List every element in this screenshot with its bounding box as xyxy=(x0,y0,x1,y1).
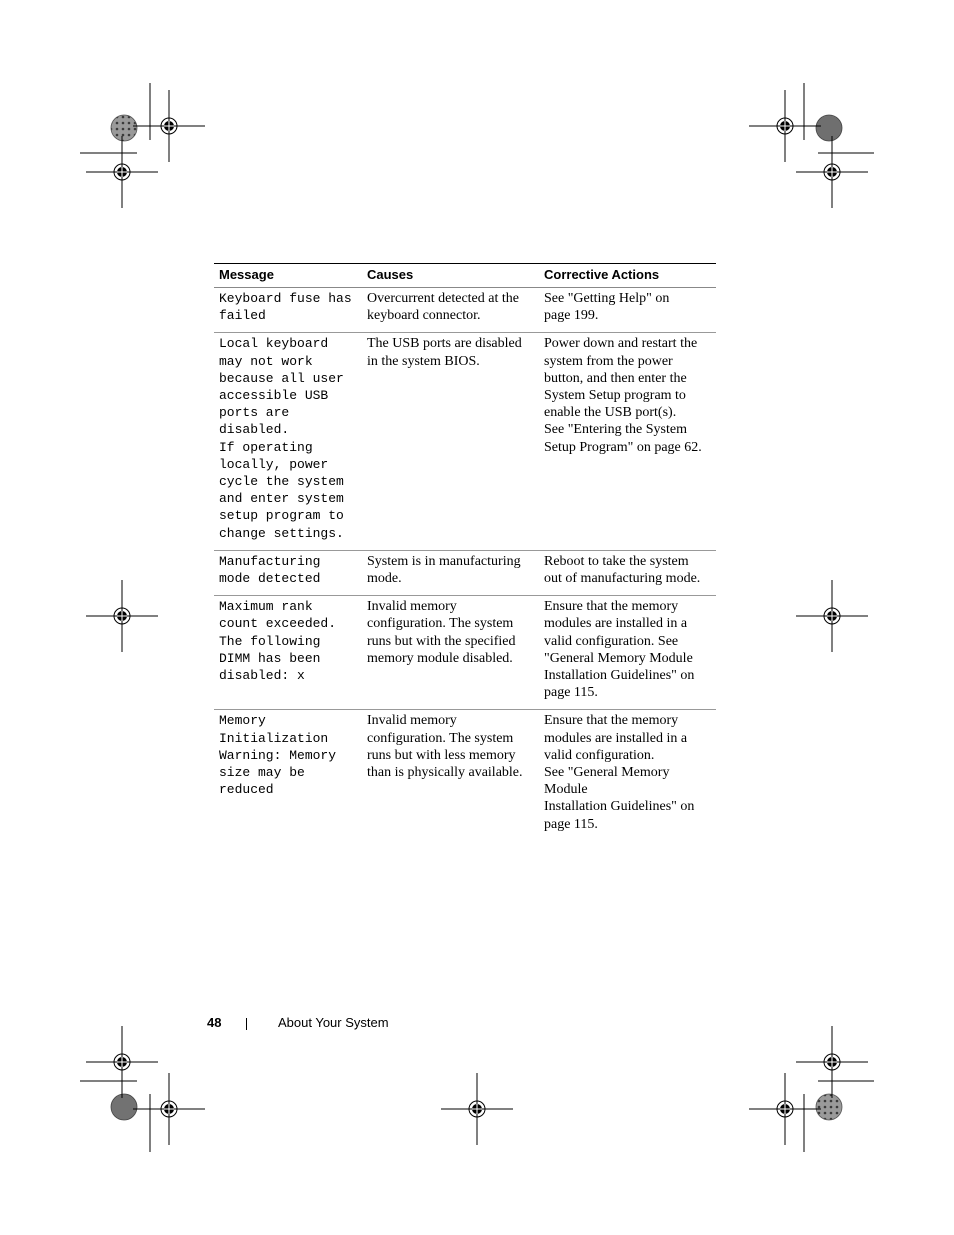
halftone-target-icon xyxy=(816,1094,842,1120)
halftone-target-icon xyxy=(111,1094,137,1120)
page-number: 48 xyxy=(207,1015,222,1030)
crop-mark-middle-right xyxy=(796,580,868,652)
message-cell: Keyboard fuse has failed xyxy=(214,288,362,333)
halftone-target-icon xyxy=(111,115,137,141)
action-cell: Ensure that the memory modules are installed in a valid configuration. See "General Memory Module Installation Guidelines" on page 115. xyxy=(544,713,695,832)
table-row xyxy=(214,288,716,333)
chapter-title: About Your System xyxy=(278,1015,389,1030)
table-row xyxy=(214,333,716,550)
column-header-causes: Causes xyxy=(362,264,539,288)
cause-cell: Invalid memory configuration. The system runs but with the specified memory module disabled. xyxy=(362,596,539,710)
cause-cell: System is in manufacturing mode. xyxy=(362,550,539,595)
error-messages-table xyxy=(214,263,716,841)
message-cell: Memory Initialization Warning: Memory size may be reduced xyxy=(219,713,337,798)
cause-cell: Invalid memory configuration. The system runs but with less memory than is physically available. xyxy=(367,713,523,781)
table-row xyxy=(214,710,716,841)
page-footer xyxy=(0,1015,954,1035)
column-header-corrective-actions: Corrective Actions xyxy=(539,264,716,288)
action-cell: Power down and restart the system from the power button, and then enter the System Setup program to enable the USB port(s). See "Entering the System Setup Program" on page 62. xyxy=(539,333,716,550)
action-cell: Reboot to take the system out of manufacturing mode. xyxy=(539,550,716,595)
table-row xyxy=(214,596,716,710)
footer-divider xyxy=(246,1018,247,1030)
action-cell: See "Getting Help" on page 199. xyxy=(539,288,716,333)
column-header-message: Message xyxy=(214,264,362,288)
crop-mark-top-right xyxy=(749,83,874,208)
action-cell: Ensure that the memory modules are installed in a valid configuration. See "General Memory Module Installation Guidelines" on page 115. xyxy=(539,596,716,710)
message-cell: Local keyboard may not work because all user accessible USB ports are disabled. If operating locally, power cycle the system and enter system setup program to change settings. xyxy=(214,333,362,550)
cause-cell: Overcurrent detected at the keyboard connector. xyxy=(362,288,539,333)
crop-mark-bottom-right xyxy=(749,1026,874,1152)
cause-cell: The USB ports are disabled in the system BIOS. xyxy=(362,333,539,550)
crop-mark-bottom-center xyxy=(441,1073,513,1145)
table-header-row xyxy=(214,264,716,288)
crop-mark-middle-left xyxy=(86,580,158,652)
halftone-target-icon xyxy=(816,115,842,141)
crop-mark-top-left xyxy=(80,83,205,208)
message-cell: Maximum rank count exceeded. The following DIMM has been disabled: x xyxy=(214,596,362,710)
table-row xyxy=(214,550,716,595)
message-cell: Manufacturing mode detected xyxy=(214,550,362,595)
crop-mark-bottom-left xyxy=(80,1026,205,1152)
